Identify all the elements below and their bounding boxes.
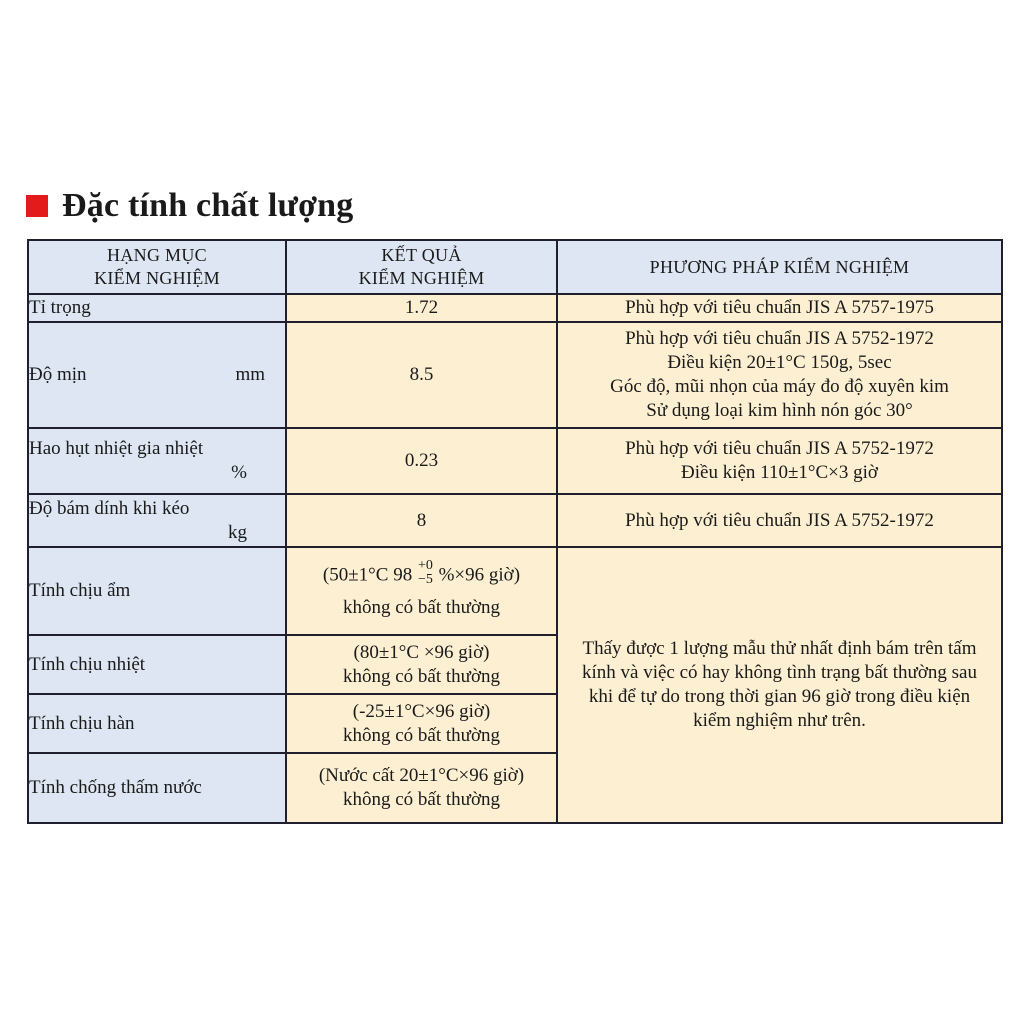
item-fineness xyxy=(28,322,286,428)
result-heat: (80±1°C ×96 giờ) không có bất thường xyxy=(286,635,557,694)
method-adhesion: Phù hợp với tiêu chuẩn JIS A 5752-1972 xyxy=(557,494,1002,547)
table-row xyxy=(28,494,1002,547)
table-row xyxy=(28,428,1002,494)
header-item: HẠNG MỤC KIỂM NGHIỆM xyxy=(28,240,286,294)
table-row xyxy=(28,294,1002,322)
red-square-icon xyxy=(26,195,48,217)
method-fineness: Phù hợp với tiêu chuẩn JIS A 5752-1972 Điều kiện 20±1°C 150g, 5sec Góc độ, mũi nhọn của máy đo độ xuyên kim Sử dụng loại kim hình nón góc 30° xyxy=(557,322,1002,428)
method-density: Phù hợp với tiêu chuẩn JIS A 5757-1975 xyxy=(557,294,1002,322)
item-cold: Tính chịu hàn xyxy=(28,694,286,753)
item-humidity: Tính chịu ẩm xyxy=(28,547,286,635)
item-fineness-unit: mm xyxy=(235,364,265,385)
item-adhesion: Độ bám dính khi kéo kg xyxy=(28,494,286,547)
result-cold: (-25±1°C×96 giờ) không có bất thường xyxy=(286,694,557,753)
section-title-text: Đặc tính chất lượng xyxy=(62,187,354,224)
result-adhesion: 8 xyxy=(286,494,557,547)
result-humidity: (50±1°C 98 +0 −5 %×96 giờ) không có bất thường xyxy=(286,547,557,635)
result-water: (Nước cất 20±1°C×96 giờ) không có bất thường xyxy=(286,753,557,823)
result-heat-loss: 0.23 xyxy=(286,428,557,494)
result-fineness: 8.5 xyxy=(286,322,557,428)
method-heat-loss: Phù hợp với tiêu chuẩn JIS A 5752-1972 Điều kiện 110±1°C×3 giờ xyxy=(557,428,1002,494)
item-density: Tỉ trọng xyxy=(28,294,286,322)
header-result: KẾT QUẢ KIỂM NGHIỆM xyxy=(286,240,557,294)
result-density: 1.72 xyxy=(286,294,557,322)
tolerance-fraction: +0 −5 xyxy=(417,558,433,587)
table-header-row xyxy=(28,240,1002,294)
item-heat: Tính chịu nhiệt xyxy=(28,635,286,694)
method-shared: Thấy được 1 lượng mẫu thử nhất định bám trên tấm kính và việc có hay không tình trạng bất thường sau khi để tự do trong thời gian 96 giờ trong điều kiện kiểm nghiệm như trên. xyxy=(557,547,1002,823)
section-title xyxy=(26,184,353,228)
quality-spec-table xyxy=(27,239,1003,824)
table-row xyxy=(28,322,1002,428)
item-fineness-label: Độ mịn xyxy=(29,364,87,385)
item-heat-loss: Hao hụt nhiệt gia nhiệt % xyxy=(28,428,286,494)
table-row xyxy=(28,547,1002,635)
header-method: PHƯƠNG PHÁP KIỂM NGHIỆM xyxy=(557,240,1002,294)
item-water: Tính chống thấm nước xyxy=(28,753,286,823)
